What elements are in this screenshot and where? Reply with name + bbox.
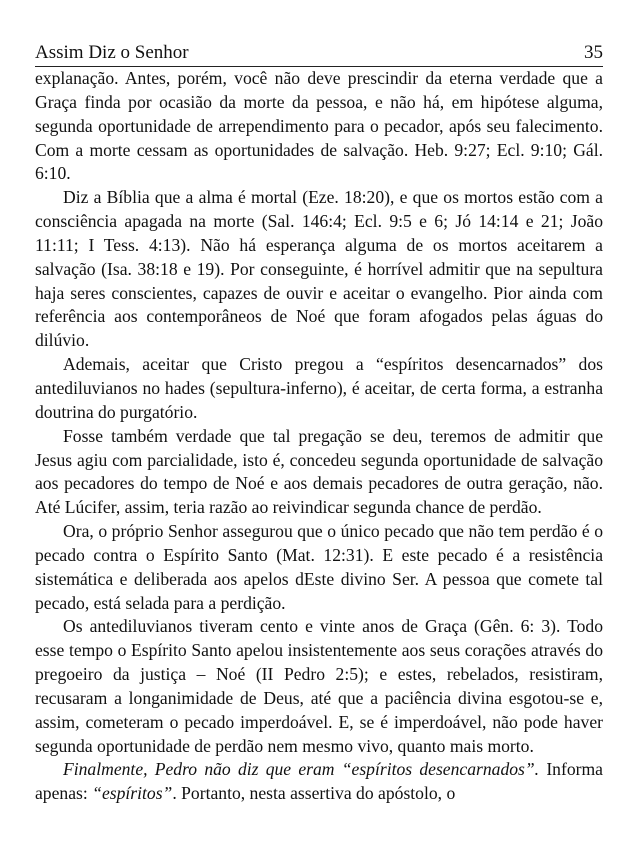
running-header [35, 42, 603, 67]
body-text [35, 67, 603, 806]
paragraph: Fosse também verdade que tal pregação se deu, teremos de admitir que Jesus agiu com parcialidade, isto é, concedeu segunda oportunidade de salvação aos pecadores do tempo de Noé e aos demais pecadores de outra geração, não. Até Lúcifer, assim, teria razão ao reivindicar segunda chance de perdão. [35, 425, 603, 518]
italic-lead: Finalmente, Pedro não diz que eram “espíritos desencarnados”. [63, 759, 540, 780]
book-page [35, 42, 603, 806]
paragraph: Os antediluvianos tiveram cento e vinte anos de Graça (Gên. 6: 3). Todo esse tempo o Espírito Santo apelou insistentemente aos seus corações através do pregoeiro da justiça – Noé (II Pedro 2:5); e estes, rebelados, resistiram, recusaram a longanimidade de Deus, até que a paciência divina esgotou-se e, assim, cometeram o pecado imperdoável. E, se é imperdoável, não pode haver segunda oportunidade de perdão nem mesmo vivo, quanto mais morto. [35, 616, 603, 756]
paragraph: Ora, o próprio Senhor assegurou que o único pecado que não tem perdão é o pecado contra o Espírito Santo (Mat. 12:31). E este pecado é a resistência sistemática e deliberada aos apelos dEste divino Ser. A pessoa que comete tal pecado, está selada para a perdição. [35, 521, 603, 613]
paragraph: Ademais, aceitar que Cristo pregou a “espíritos desencarnados” dos antediluvianos no hades (sepultura-inferno), é aceitar, de certa forma, a estranha doutrina do purgatório. [35, 354, 603, 422]
paragraph-text: . Portanto, nesta assertiva do apóstolo, o [172, 783, 456, 804]
page-number: 35 [584, 42, 603, 63]
paragraph: Diz a Bíblia que a alma é mortal (Eze. 18:20), e que os mortos estão com a consciência apagada na morte (Sal. 146:4; Ecl. 9:5 e 6; Jó 14:14 e 21; João 11:11; I Tess. 4:13). Não há esperança alguma de os mortos aceitarem a salvação (Isa. 38:18 e 19). Por conseguinte, é horrível admitir que na sepultura haja seres conscientes, capazes de ouvir e aceitar o evangelho. Pior ainda com referência aos contemporâneos de Noé que foram afogados pelas águas do dilúvio. [35, 187, 603, 351]
italic-word: “espíritos” [92, 783, 173, 804]
paragraph-text: Informa apenas: [35, 759, 603, 804]
paragraph-continued: explanação. Antes, porém, você não deve prescindir da eterna verdade que a Graça finda por ocasião da morte da pessoa, e não há, em hipótese alguma, segunda oportunidade de arrependimento para o pecador, após seu falecimento. Com a morte cessam as oportunidades de salvação. Heb. 9:27; Ecl. 9:10; Gál. 6:10. [35, 68, 603, 184]
book-title: Assim Diz o Senhor [35, 42, 189, 63]
paragraph-final [35, 758, 603, 806]
